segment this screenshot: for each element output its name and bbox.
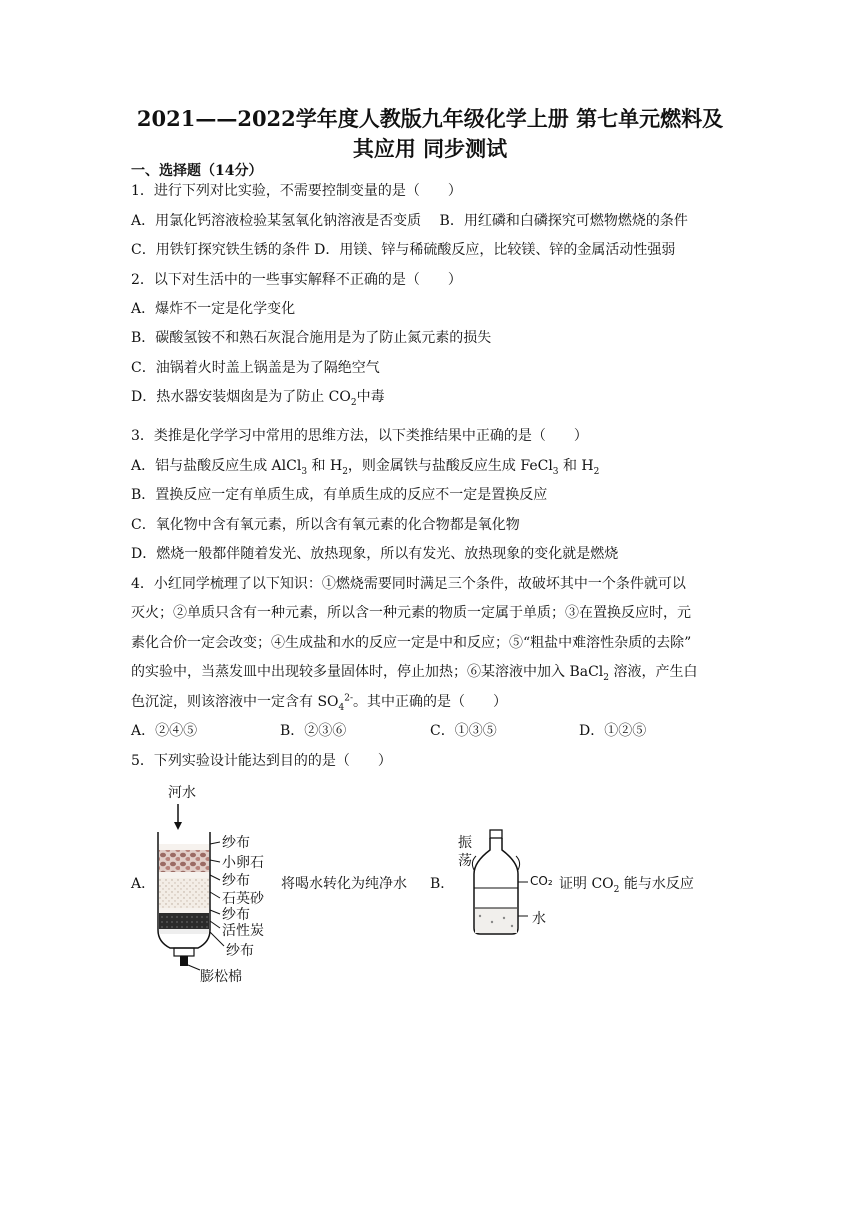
cotton-label: 膨松棉	[200, 969, 242, 985]
q2-option-a: A．爆炸不一定是化学变化	[131, 301, 296, 317]
gauze-label-1: 纱布	[222, 835, 250, 851]
q3-option-a: A．铝与盐酸反应生成 AlCl$_3$ 和 $H_2$，则金属铁与盐酸反应生成 FeCl$_3$ 和 $H_2$	[131, 458, 600, 477]
q3-option-d: D．燃烧一般都伴随着发光、放热现象，所以有发光、放热现象的变化就是燃烧	[131, 546, 619, 562]
gauze-label-4: 纱布	[226, 943, 254, 959]
q4-option-d: D．①②⑤	[579, 723, 647, 739]
shake-label-1: 振	[458, 835, 472, 851]
river-water-label: 河水	[168, 785, 196, 801]
water-filter-diagram	[150, 780, 280, 990]
q5-option-a-text: 将喝水转化为纯净水	[281, 876, 407, 892]
q5-option-b-text: 证明 $CO_2$ 能与水反应	[559, 876, 694, 895]
water-label: 水	[532, 911, 546, 927]
q4-option-b: B．②③⑥	[280, 723, 347, 739]
q2-stem: 2．以下对生活中的一些事实解释不正确的是（ ）	[131, 272, 462, 288]
filter-drawing	[150, 780, 280, 990]
gauze-label-3: 纱布	[222, 907, 250, 923]
q3-option-c: C．氧化物中含有氧元素，所以含有氧元素的化合物都是氧化物	[131, 517, 520, 533]
document-title-line-1: 2021——2022学年度人教版九年级化学上册 第七单元燃料及	[136, 106, 724, 131]
co2-gas-label: CO₂	[530, 874, 553, 888]
q5-option-a-label: A．	[131, 876, 156, 892]
q4-line-3: 素化合价一定会改变；④生成盐和水的反应一定是中和反应；⑤“粗盐中难溶性杂质的去除”	[131, 635, 692, 651]
q1-stem: 1．进行下列对比实验，不需要控制变量的是（ ）	[131, 183, 462, 199]
q3-stem: 3．类推是化学学习中常用的思维方法，以下类推结果中正确的是（ ）	[131, 428, 588, 444]
q2-option-c: C．油锅着火时盖上锅盖是为了隔绝空气	[131, 360, 380, 376]
q1-options-ab: A．用氯化钙溶液检验某氢氧化钠溶液是否变质 B．用红磷和白磷探究可燃物燃烧的条件	[131, 213, 688, 229]
shake-label-2: 荡	[458, 853, 472, 869]
co2-bottle-diagram	[452, 826, 552, 942]
q4-line-2: 灭火；②单质只含有一种元素，所以含一种元素的物质一定属于单质；③在置换反应时，元	[131, 605, 691, 621]
q5-option-b-label: B．	[430, 876, 455, 892]
q4-line-1: 4．小红同学梳理了以下知识：①燃烧需要同时满足三个条件，故破坏其中一个条件就可以	[131, 576, 686, 592]
q4-line-5: 色沉淀，则该溶液中一定含有 $SO_4^{2-}$。其中正确的是（ ）	[131, 693, 508, 713]
q4-line-4: 的实验中，当蒸发皿中出现较多量固体时，停止加热；⑥某溶液中加入 BaCl$_2$ 溶液，产生白	[131, 664, 698, 683]
q2-option-d: D．热水器安装烟囱是为了防止 $CO_2$中毒	[131, 389, 385, 408]
section-heading: 一、选择题（14分）	[131, 163, 263, 179]
q4-option-c: C．①③⑤	[430, 723, 497, 739]
q3-option-b: B．置换反应一定有单质生成，有单质生成的反应不一定是置换反应	[131, 487, 548, 503]
q4-option-a: A．②④⑤	[131, 723, 198, 739]
activated-carbon-label: 活性炭	[222, 923, 264, 939]
q2-option-b: B．碳酸氢铵不和熟石灰混合施用是为了防止氮元素的损失	[131, 330, 492, 346]
quartz-sand-label: 石英砂	[222, 891, 264, 907]
gauze-label-2: 纱布	[222, 873, 250, 889]
q1-options-cd: C．用铁钉探究铁生锈的条件 D．用镁、锌与稀硫酸反应，比较镁、锌的金属活动性强弱	[131, 242, 676, 258]
q5-stem: 5．下列实验设计能达到目的的是（ ）	[131, 753, 392, 769]
pebbles-label: 小卵石	[222, 855, 264, 871]
document-title-line-2: 其应用 同步测试	[352, 136, 508, 161]
